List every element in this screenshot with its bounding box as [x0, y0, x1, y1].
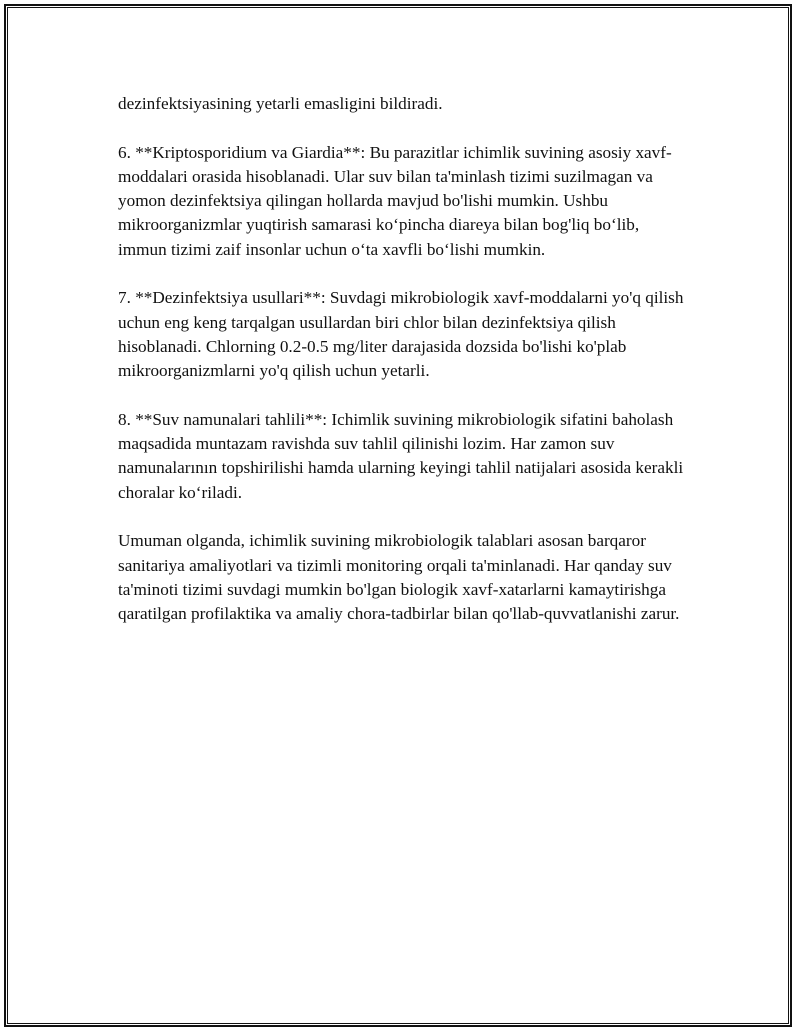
paragraph-item-7: 7. **Dezinfektsiya usullari**: Suvdagi mikrobiologik xavf-moddalarni yo'q qilish uchun eng keng tarqalgan usullardan biri chlor bilan dezinfektsiya qilish hisoblanadi. Chlorning 0.2-0.5 mg/liter darajasida dozsida bo'lishi ko'plab mikroorganizmlarni yo'q qilish uchun yetarli.: [118, 288, 684, 381]
paragraph-conclusion: Umuman olganda, ichimlik suvining mikrobiologik talablari asosan barqaror sanitariya amaliyotlari va tizimli monitoring orqali ta'minlanadi. Har qanday suv ta'minoti tizimi suvdagi mumkin bo'lgan biologik xavf-xatarlarni kamaytirishga qaratilgan profilaktika va amaliy chora-tadbirlar bilan qo'llab-quvvatlanishi zarur.: [118, 531, 680, 624]
paragraph-item-8: 8. **Suv namunalari tahlili**: Ichimlik suvining mikrobiologik sifatini baholash maqsadida muntazam ravishda suv tahlil qilinishi lozim. Har zamon suv namunalarının topshirilishi hamda ularning keyingi tahlil natijalari asosida kerakli choralar ko‘riladi.: [118, 409, 684, 502]
document-body: [118, 92, 686, 651]
paragraph-item-6: 6. **Kriptosporidium va Giardia**: Bu parazitlar ichimlik suvining asosiy xavf-moddalari orasida hisoblanadi. Ular suv bilan ta'minlash tizimi suzilmagan va yomon dezinfektsiya qilingan hollarda mavjud bo'lishi mumkin. Ushbu mikroorganizmlar yuqtirish samarasi ko‘pincha diareya bilan bog'liq bo‘lib, immun tizimi zaif insonlar uchun o‘ta xavfli bo‘lishi mumkin.: [118, 142, 672, 259]
paragraph-continuation: dezinfektsiyasining yetarli emasligini bildiradi.: [118, 94, 443, 113]
